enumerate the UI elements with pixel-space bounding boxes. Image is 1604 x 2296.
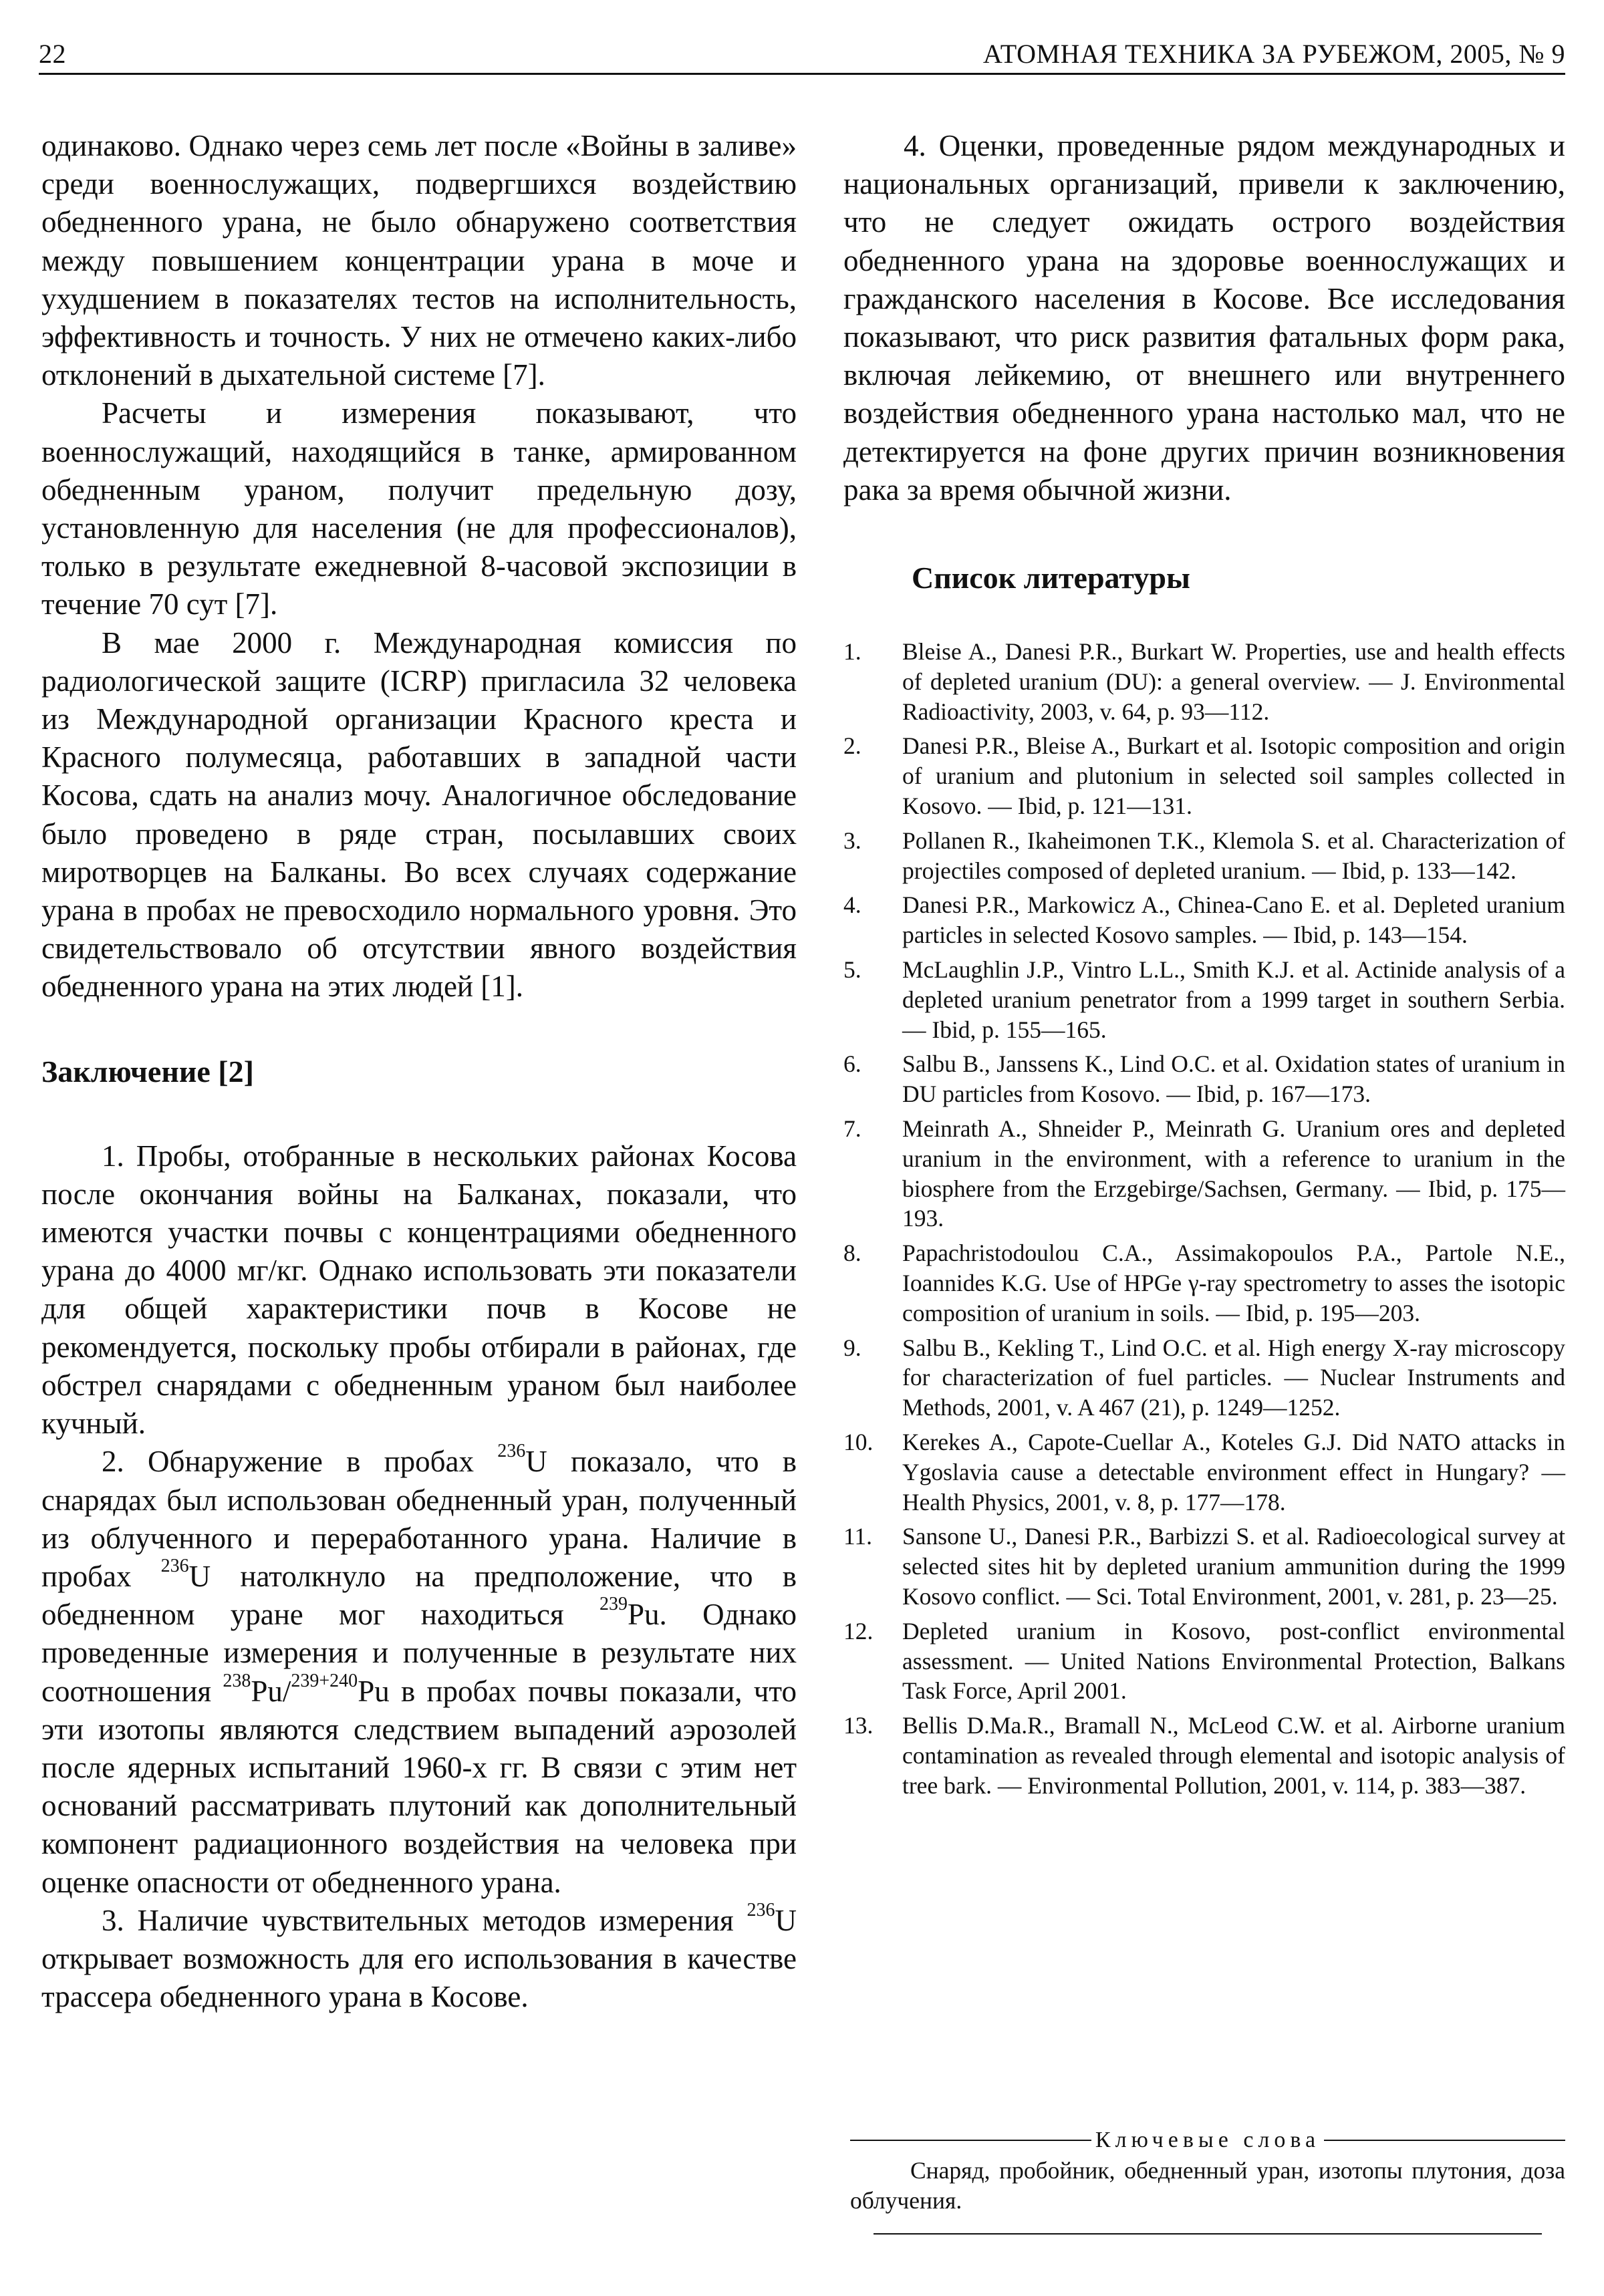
- left-column: [41, 127, 797, 2016]
- reference-text: Salbu B., Kekling T., Lind O.C. et al. High energy X-ray microscopy for characterization of fuel particles. — Nuclear Instruments and Methods, 2001, v. A 467 (21), p. 1249—1252.: [902, 1334, 1565, 1421]
- reference-number: 5.: [843, 956, 861, 983]
- reference-item: [843, 1427, 1565, 1517]
- reference-item: [843, 1114, 1565, 1234]
- paragraph-icrp: В мае 2000 г. Международная комиссия по радиологической защите (ICRP) пригласила 32 человека из Международной организации Красного креста и Красного полумесяца, работавших в западной части Косова, сдать на анализ мочу. Аналогичное обследование было проведено в ряде стран, посылавших своих миротворцев на Балканы. Во всех случаях содержание урана в пробах не превосходило нормального уровня. Это свидетельствовало об отсутствии явного воздействия обедненного урана на этих людей [1].: [41, 625, 797, 1004]
- reference-item: [843, 1333, 1565, 1423]
- reference-text: Kerekes A., Capote-Cuellar A., Koteles G.J. Did NATO attacks in Ygoslavia cause a detectable environment effect in Hungary? — Health Physics, 2001, v. 8, p. 177—178.: [902, 1428, 1565, 1516]
- paragraph-calculations: Расчеты и измерения показывают, что военнослужащий, находящийся в танке, армированном обедненным ураном, получит предельную дозу, установленную для населения (не для профессионалов), только в результате ежедневной 8-часовой экспозиции в течение 70 сут [7].: [41, 396, 797, 621]
- section-heading-conclusion: Заключение [2]: [41, 1054, 254, 1089]
- reference-number: 1.: [843, 638, 861, 666]
- reference-number: 12.: [843, 1617, 874, 1644]
- reference-item: [843, 1522, 1565, 1611]
- references-heading: Список литературы: [912, 561, 1190, 595]
- journal-title: АТОМНАЯ ТЕХНИКА ЗА РУБЕЖОМ, 2005, № 9: [982, 39, 1565, 69]
- reference-number: 6.: [843, 1050, 861, 1078]
- reference-number: 11.: [843, 1523, 873, 1550]
- keywords-rule-bottom: [874, 2233, 1542, 2235]
- reference-item: [843, 1238, 1565, 1328]
- reference-text: Salbu B., Janssens K., Lind O.C. et al. Oxidation states of uranium in DU particles from Kosovo. — Ibid, p. 167—173.: [902, 1050, 1565, 1108]
- header-rule: [39, 73, 1565, 75]
- reference-text: Bleise A., Danesi P.R., Burkart W. Properties, use and health effects of depleted uranium (DU): a general overview. — J. Environmental Radioactivity, 2003, v. 64, p. 93—112.: [902, 638, 1565, 725]
- conclusion-item-1: 1. Пробы, отобранные в нескольких районах Косова после окончания войны на Балканах, показали, что имеются участки почвы с концентрациями обедненного урана до 4000 мг/кг. Однако использовать эти показатели для общей характеристики почв в Косове не рекомендуется, поскольку пробы отбирали в районах, где обстрел снарядами с обедненным ураном был наиболее кучный.: [41, 1139, 797, 1441]
- reference-number: 4.: [843, 891, 861, 919]
- reference-item: [843, 955, 1565, 1044]
- conclusion-item-2: 2. Обнаружение в пробах $^{236}$U показало, что в снарядах был использован обедненный уран, полученный из облученного и переработанного урана. Наличие в пробах $^{236}$U натолкнуло на предположение, что в обедненном уране мог находиться $^{239}$Pu. Однако проведенные измерения и полученные в результате них соотношения $^{238}$Pu/$^{239+240}$Pu в пробах почвы показали, что эти изотопы являются следствием выпадений аэрозолей после ядерных испытаний 1960-х гг. В связи с этим нет оснований рассматривать плутоний как дополнительный компонент радиационного воздействия на человека при оценке опасности от обедненного урана.: [41, 1441, 797, 1899]
- reference-item: [843, 890, 1565, 950]
- paragraph-continuation: одинаково. Однако через семь лет после «Войны в заливе» среди военнослужащих, подвергшихся воздействию обедненного урана, не было обнаружено соответствия между повышением концентрации урана в моче и ухудшением в показателях тестов на исполнительность, эффективность и точность. У них не отмечено каких-либо отклонений в дыхательной системе [7].: [41, 129, 797, 392]
- reference-number: 13.: [843, 1712, 874, 1739]
- reference-item: [843, 1616, 1565, 1706]
- keywords-box: [850, 2128, 1565, 2235]
- references-list: [843, 637, 1565, 1800]
- reference-number: 9.: [843, 1334, 861, 1361]
- reference-text: Meinrath A., Shneider P., Meinrath G. Uranium ores and depleted uranium in the environment, with a reference to uranium in the biosphere from the Erzgebirge/Sachsen, Germany. — Ibid, p. 175—193.: [902, 1115, 1565, 1232]
- reference-text: Sansone U., Danesi P.R., Barbizzi S. et al. Radioecological survey at selected sites hit by depleted uranium ammunition during the 1999 Kosovo conflict. — Sci. Total Environment, 2001, v. 281, p. 23—25.: [902, 1523, 1565, 1610]
- keywords-rule-left: [850, 2140, 1091, 2141]
- reference-item: [843, 731, 1565, 821]
- reference-item: [843, 826, 1565, 886]
- reference-number: 8.: [843, 1240, 861, 1267]
- reference-number: 3.: [843, 827, 861, 854]
- reference-text: Danesi P.R., Bleise A., Burkart et al. Isotopic composition and origin of uranium and plutonium in selected soil samples collected in Kosovo. — Ibid, p. 121—131.: [902, 732, 1565, 820]
- reference-text: Danesi P.R., Markowicz A., Chinea-Cano E. et al. Depleted uranium particles in selected Kosovo samples. — Ibid, p. 143—154.: [902, 891, 1565, 949]
- keywords-text: Снаряд, пробойник, обедненный уран, изотопы плутония, доза облучения.: [850, 2157, 1565, 2214]
- reference-text: Pollanen R., Ikaheimonen T.K., Klemola S. et al. Characterization of projectiles composed of depleted uranium. — Ibid, p. 133—142.: [902, 827, 1565, 884]
- conclusion-item-4: 4. Оценки, проведенные рядом международных и национальных организаций, привели к заключению, что не следует ожидать острого воздействия обедненного урана на здоровье военнослужащих и гражданского населения в Косове. Все исследования показывают, что риск развития фатальных форм рака, включая лейкемию, от внешнего или внутреннего воздействия обедненного урана настолько мал, что не детектируется на фоне других причин возникновения рака за время обычной жизни.: [843, 129, 1565, 507]
- running-header: [39, 29, 1565, 69]
- right-column: [843, 127, 1565, 1806]
- reference-number: 10.: [843, 1428, 874, 1455]
- reference-number: 7.: [843, 1115, 861, 1142]
- keywords-title: Ключевые слова: [1095, 2128, 1321, 2152]
- page-number: 22: [39, 39, 66, 69]
- reference-text: Depleted uranium in Kosovo, post-conflict environmental assessment. — United Nations Environmental Protection, Balkans Task Force, April 2001.: [902, 1617, 1565, 1705]
- keywords-rule-right: [1324, 2140, 1565, 2141]
- reference-text: McLaughlin J.P., Vintro L.L., Smith K.J. et al. Actinide analysis of a depleted uranium penetrator from a 1999 target in southern Serbia. — Ibid, p. 155—165.: [902, 956, 1565, 1043]
- reference-item: [843, 1049, 1565, 1109]
- reference-item: [843, 1711, 1565, 1800]
- reference-item: [843, 637, 1565, 726]
- reference-text: Papachristodoulou C.A., Assimakopoulos P.A., Partole N.E., Ioannides K.G. Use of HPGe γ-ray spectrometry to asses the isotopic composition of uranium in soils. — Ibid, p. 195—203.: [902, 1240, 1565, 1326]
- conclusion-item-3: 3. Наличие чувствительных методов измерения $^{236}$U открывает возможность для его использования в качестве трассера обедненного урана в Косове.: [41, 1899, 797, 2014]
- reference-text: Bellis D.Ma.R., Bramall N., McLeod C.W. et al. Airborne uranium contamination as revealed through elemental and isotopic analysis of tree bark. — Environmental Pollution, 2001, v. 114, p. 383—387.: [902, 1712, 1565, 1799]
- reference-number: 2.: [843, 732, 861, 760]
